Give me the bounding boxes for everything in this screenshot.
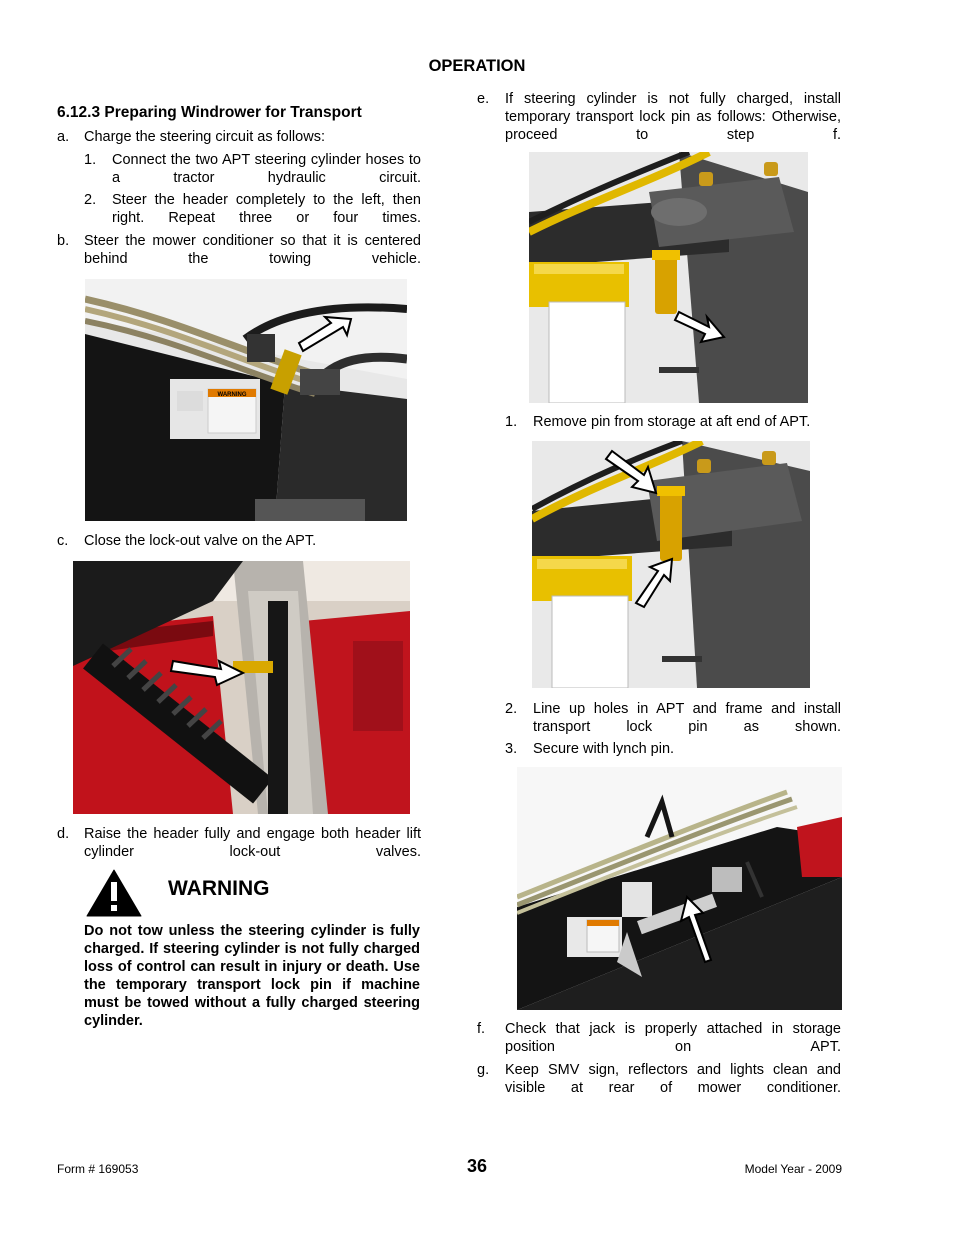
photo-pin-storage bbox=[529, 152, 808, 403]
step-a-label: a. bbox=[57, 129, 70, 145]
step-c-label: c. bbox=[57, 533, 69, 549]
step-e2 bbox=[505, 700, 841, 736]
step-e-label: e. bbox=[477, 91, 490, 107]
step-a2-text: Steer the header completely to the left, then right. Repeat three or four times. bbox=[112, 192, 421, 226]
step-a1 bbox=[84, 151, 421, 187]
photo-steering-hoses bbox=[85, 279, 407, 521]
step-e1 bbox=[505, 413, 841, 431]
step-a1-text: Connect the two APT steering cylinder hoses to a tractor hydraulic circuit. bbox=[112, 152, 421, 186]
warning-title: WARNING bbox=[168, 877, 270, 900]
footer-page-number: 36 bbox=[466, 1156, 488, 1176]
step-e bbox=[477, 90, 841, 144]
footer-model-year: Model Year - 2009 bbox=[744, 1162, 842, 1176]
step-b-label: b. bbox=[57, 233, 70, 249]
step-e3-label: 3. bbox=[505, 741, 518, 757]
step-b bbox=[57, 232, 421, 268]
step-g-label: g. bbox=[477, 1062, 490, 1078]
step-a bbox=[57, 128, 421, 146]
page-header-title: OPERATION bbox=[428, 57, 526, 75]
photo-pin-installed bbox=[532, 441, 810, 688]
step-e3 bbox=[505, 740, 841, 758]
step-a2-label: 2. bbox=[84, 192, 97, 208]
step-a-text: Charge the steering circuit as follows: bbox=[84, 129, 325, 145]
step-e-text: If steering cylinder is not fully charged, install temporary transport lock pin as follows: Otherwise, proceed to step f. bbox=[505, 91, 841, 143]
step-b-text: Steer the mower conditioner so that it is centered behind the towing vehicle. bbox=[84, 233, 421, 267]
warning-text: Do not tow unless the steering cylinder is fully charged. If steering cylinder is not fully charged loss of control can result in injury or death. Use the temporary transport lock pin if machine must be towed without a fully charged steering cylinder. bbox=[84, 923, 420, 1029]
section-title: 6.12.3 Preparing Windrower for Transport bbox=[57, 104, 362, 121]
step-c-text: Close the lock-out valve on the APT. bbox=[84, 533, 317, 549]
step-e1-label: 1. bbox=[505, 414, 518, 430]
step-e2-label: 2. bbox=[505, 701, 518, 717]
step-f-text: Check that jack is properly attached in storage position on APT. bbox=[505, 1021, 841, 1055]
step-g-text: Keep SMV sign, reflectors and lights clean and visible at rear of mower conditioner. bbox=[505, 1062, 841, 1096]
footer-form-number: Form # 169053 bbox=[57, 1162, 139, 1176]
step-e2-text: Line up holes in APT and frame and install transport lock pin as shown. bbox=[533, 701, 841, 735]
step-f-label: f. bbox=[477, 1021, 486, 1037]
step-d-text: Raise the header fully and engage both header lift cylinder lock-out valves. bbox=[84, 826, 421, 860]
step-d bbox=[57, 825, 421, 861]
step-d-label: d. bbox=[57, 826, 70, 842]
step-g bbox=[477, 1061, 841, 1097]
photo-warning-decal-text: WARNING bbox=[217, 392, 247, 398]
photo-jack-storage bbox=[517, 767, 842, 1010]
step-a1-label: 1. bbox=[84, 152, 97, 168]
step-f bbox=[477, 1020, 841, 1056]
photo-lockout-valve bbox=[73, 561, 410, 814]
step-e1-text: Remove pin from storage at aft end of APT. bbox=[533, 414, 811, 430]
warning-triangle-icon bbox=[86, 869, 142, 917]
step-c bbox=[57, 532, 421, 550]
step-e3-text: Secure with lynch pin. bbox=[533, 741, 675, 757]
step-a2 bbox=[84, 191, 421, 227]
